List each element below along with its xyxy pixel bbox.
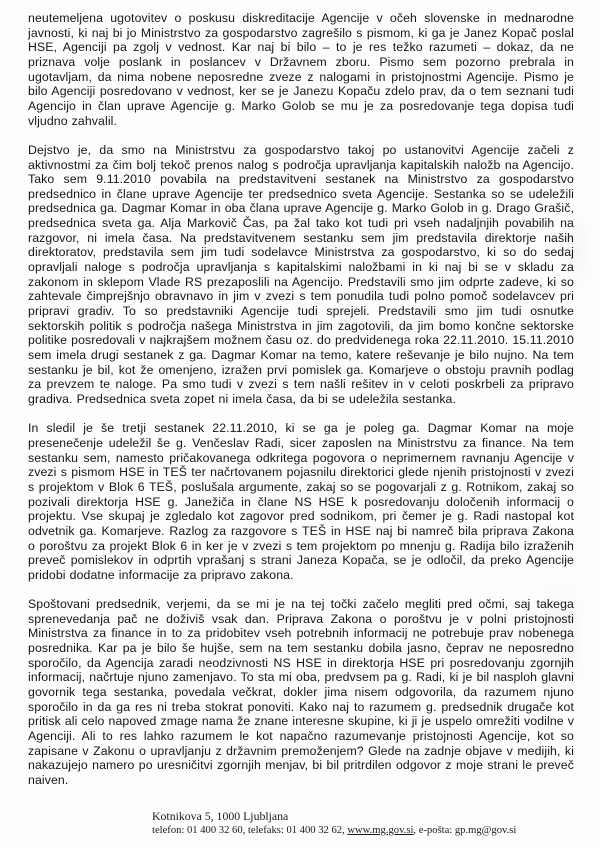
footer-email-separator: , e-pošta: bbox=[413, 824, 455, 836]
letter-paragraph-3: In sledil je še tretji sestanek 22.11.2010, ki se ga je poleg ga. Dagmar Komar na moje presenečenje udeležil še g. Venčeslav Radi, sicer zaposlen na Ministrstvu za finance. Na tem sestanku sem, namesto pričakovanega odkritega pogovora o neprimernem ravnanju Agencije v zvezi s pismom HSE in TEŠ ter načrtovanem pojasnilu direktorici glede njenih pristojnosti v zvezi s projektom v Blok 6 TEŠ, poslušala argumente, zakaj so se pogovarjali z g. Rotnikom, zakaj so pozivali direktorja HSE g. Janežiča in člane NS HSE k posredovanju določenih informacij o projektu. Vse skupaj je zgledalo kot zagovor pred sodnikom, pri čemer je g. Radi nastopal kot odvetnik ga. Komarjeve. Razlog za razgovore s TEŠ in HSE naj bi namreč bila priprava Zakona o poroštvu za projekt Blok 6 in ker je v zvezi s tem projektom po mnenju g. Radija bilo izraženih preveč pomislekov in odprtih vprašanj s strani Janeza Kopača, se je odločil, da preko Agencije pridobi dodatne informacije za pripravo zakona. bbox=[28, 421, 574, 582]
letter-paragraph-1: neutemeljena ugotovitev o poskusu diskreditacije Agencije v očeh slovenske in mednarodne javnosti, ki naj bi jo Ministrstvo za gospodarstvo zagrešilo s pismom, ki ga je Janez Kopač poslal HSE, Agenciji pa zgolj v vednost. Kar naj bi bilo – to je res težko razumeti – dokaz, da ne priznava volje poslank in poslancev v Državnem zboru. Pismo sem pozorno prebrala in ugotavljam, da nima nobene neposredne zveze z nalogami in pristojnostmi Agencije. Pismo je bilo Agenciji posredovano v vednost, ker se je Janezu Kopaču zdelo prav, da o tem seznani tudi Agencijo in član uprave Agencije g. Marko Golob se mu je za posredovanje tega dopisa tudi vljudno zahvalil. bbox=[28, 11, 574, 128]
footer-website-url: www.mg.gov.si bbox=[347, 824, 414, 836]
footer-phone-fax: telefon: 01 400 32 60, telefaks: 01 400 32 62, bbox=[152, 824, 348, 836]
footer-email-address: gp.mg@gov.si bbox=[454, 824, 517, 836]
letterhead-footer bbox=[152, 810, 516, 837]
footer-contact-line bbox=[152, 824, 516, 837]
letter-paragraph-4: Spoštovani predsednik, verjemi, da se mi je na tej točki začelo megliti pred očmi, saj takega sprenevedanja pač ne doživiš vsak dan. Priprava Zakona o poroštvu je v polni pristojnosti Ministrstva za finance in to za pridobitev vseh potrebnih informacij ne potrebuje prav nobenega posrednika. Kar pa je bilo še hujše, sem na tem sestanku dobila jasno, čeprav ne neposredno sporočilo, da Agencija zaradi neodzivnosti NS HSE in direktorja HSE pri posredovanju zgornjih informacij, načrtuje njuno zamenjavo. To sta mi oba, predvsem pa g. Radi, ki je bil nasploh glavni govornik tega sestanka, povedala večkrat, dokler jima nisem odgovorila, da razumem njuno sporočilo in da ga res ni treba stokrat ponoviti. Kako naj to razumem g. predsednik drugače kot pritisk ali celo napoved zmage nama že znane interesne skupine, ki ji je uspelo omrežiti vodilne v Agenciji. Ali to res lahko razumem le kot napačno razumevanje pristojnosti Agencije, kot so zapisane v Zakonu o upravljanju z državnim premoženjem? Glede na zadnje objave v medijih, ki nakazujejo namero po uresničitvi zgornjih menjav, bi bil pritrdilen odgovor z moje strani le preveč naiven. bbox=[28, 597, 574, 787]
letter-body bbox=[28, 11, 574, 802]
letter-paragraph-2: Dejstvo je, da smo na Ministrstvu za gospodarstvo takoj po ustanovitvi Agencije začeli z aktivnostmi za čim bolj tekoč prenos nalog s področja upravljanja kapitalskih naložb na Agencijo. Tako sem 9.11.2010 povabila na predstavitveni sestanek na Ministrstvo za gospodarstvo predsednico in člane uprave Agencije ter predsednico sveta Agencije. Sestanka so se udeležili predsednica ga. Dagmar Komar in oba člana uprave Agencije g. Marko Golob in g. Drago Grašič, predsednica sveta ga. Alja Markovič Čas, pa žal tako kot tudi pri vseh nadaljnjih povabilih na razgovor, ni imela časa. Na predstavitvenem sestanku sem jim predstavila direktorje naših direktoratov, predstavila sem jim tudi sodelavce Ministrstva za gospodarstvo, ki so do sedaj opravljali naloge s področja upravljanja s kapitalskimi naložbami in ki naj bi se v skladu za zakonom in sklepom Vlade RS prezaposlili na Agencijo. Predstavili smo jim odprte zadeve, ki so zahtevale čimprejšnjo obravnavo in jim v zvezi s tem ponudila tudi polno pomoč sodelavcev pri pripravi gradiv. To so predstavniki Agencije tudi sprejeli. Predstavili smo jim tudi osnutke sektorskih politik s področja našega Ministrstva in jim zagotovili, da jim bomo končne sektorske politike posredovali v najkrajšem možnem času oz. do predvidenega roka 22.11.2010. 15.11.2010 sem imela drugi sestanek z ga. Dagmar Komar na temo, katere reševanje je bilo nujno. Na tem sestanku je bil, kot že omenjeno, izražen prvi pomislek ga. Komarjeve o obstoju pravnih podlag za prevzem te naloge. Pa smo tudi v zvezi s tem našli rešitev in v celoti poskrbeli za pripravo gradiva. Predsednica sveta zopet ni imela časa, da bi se udeležila sestanka. bbox=[28, 142, 574, 406]
footer-address-line: Kotnikova 5, 1000 Ljubljana bbox=[152, 809, 289, 823]
